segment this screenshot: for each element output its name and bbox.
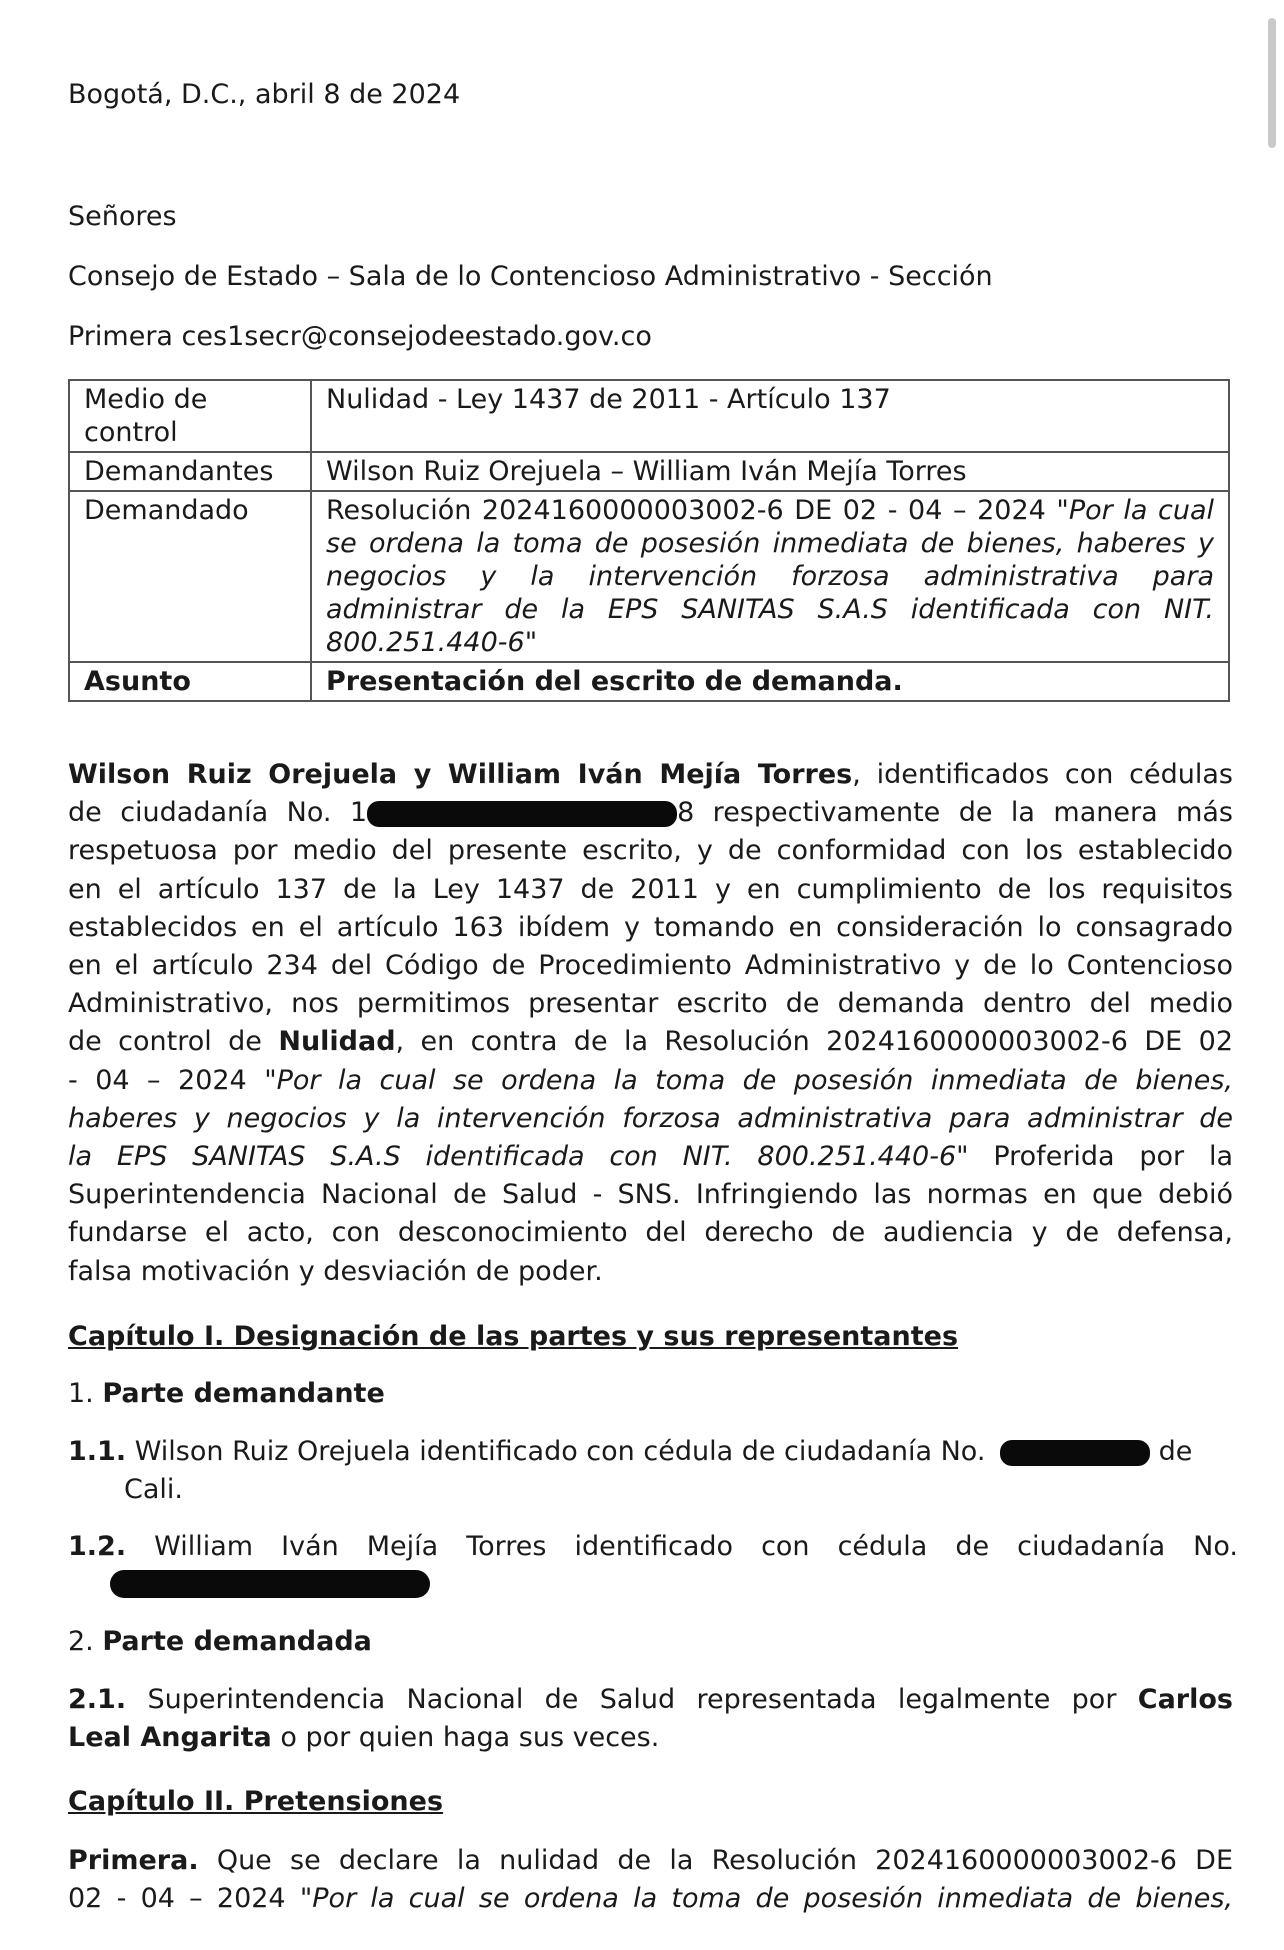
section2-heading [68,1623,372,1661]
addressee-salutation: Señores [68,201,177,232]
item-1-2-text: William Iván Mejía Torres identificado con cédula de ciudadanía No. [154,1531,1238,1562]
row-label-demandado: Demandado [69,491,311,662]
addressee-line2: Primera ces1secr@consejodeestado.gov.co [68,321,652,352]
redaction-mark [1000,1440,1150,1466]
item-2-1-number: 2.1. [68,1684,127,1715]
first-claim-cont [68,1880,1233,1918]
chapter2-title: Capítulo II. Pretensiones [68,1786,444,1817]
table-row [69,380,1229,452]
item-2-1-text-b: o por quien haga sus veces. [271,1722,660,1753]
intro-line: haberes y negocios y la intervención forzosa administrativa para administrar de [68,1102,1233,1134]
intro-text: 8 respectivamente de la manera más [677,797,1233,829]
demandado-plain: Resolución 2024160000003002-6 DE 02 - 04 – 2024 [326,495,1057,526]
date-line: Bogotá, D.C., abril 8 de 2024 [68,79,461,110]
intro-line: Administrativo, nos permitimos presentar escrito de demanda dentro del medio [68,988,1233,1020]
intro-bold: Nulidad [278,1026,396,1058]
item-1-1 [68,1433,1238,1471]
chapter1-title: Capítulo I. Designación de las partes y sus representantes [68,1321,959,1352]
item-1-2-number: 1.2. [68,1531,127,1562]
intro-line: fundarse el acto, con desconocimiento del derecho de audiencia y de defensa, [68,1217,1233,1249]
intro-text: , identificados con cédulas [852,759,1234,790]
intro-line [68,1138,1233,1176]
intro-names: Wilson Ruiz Orejuela y William Iván Mejía Torres [68,759,853,790]
row-value-asunto: Presentación del escrito de demanda. [311,662,1229,701]
intro-italic: la EPS SANITAS S.A.S identificada con NIT. 800.251.440-6" [68,1141,969,1173]
intro-line: en el artículo 137 de la Ley 1437 de 2011 y en cumplimiento de los requisitos [68,873,1233,905]
intro-italic: "Por la cual se ordena la toma de posesión inmediata de bienes, [264,1064,1233,1096]
section2-title: Parte demandada [102,1626,372,1657]
table-row [69,491,1229,662]
intro-line: en el artículo 234 del Código de Procedimiento Administrativo y de lo Contencioso [68,950,1233,982]
item-1-1-cont: Cali. [124,1474,183,1505]
case-info-table [68,379,1230,702]
first-claim-label: Primera. [68,1845,199,1876]
section1-number: 1. [68,1378,94,1409]
first-claim-italic: "Por la cual se ordena la toma de posesión inmediata de bienes, [299,1883,1233,1914]
row-value-demandantes: Wilson Ruiz Orejuela – William Iván Mejía Torres [311,452,1229,491]
intro-line [68,756,1233,794]
intro-line [68,1062,1233,1100]
intro-line: establecidos en el artículo 163 ibídem y tomando en consideración lo consagrado [68,911,1233,943]
row-value-demandado [311,491,1229,662]
addressee-line1: Consejo de Estado – Sala de lo Contencioso Administrativo - Sección [68,261,993,292]
item-1-1-text: Wilson Ruiz Orejuela identificado con cédula de ciudadanía No. [134,1436,986,1467]
item-2-1 [68,1681,1233,1719]
item-1-2 [68,1528,1238,1566]
demandado-italic: "Por la cual se ordena la toma de posesión inmediata de bienes, haberes y negocios y la intervención forzosa administrativa para administrar de la EPS SANITAS S.A.S identificada con NIT. 800.251.440-6" [326,495,1214,658]
item-2-1-bold: Carlos [1137,1684,1233,1715]
intro-line [68,1023,1233,1061]
scrollbar[interactable] [1268,18,1276,148]
first-claim [68,1842,1233,1880]
intro-text: , en contra de la Resolución 2024160000003002-6 DE 02 [395,1026,1233,1058]
item-2-1-cont [68,1719,659,1757]
row-label-asunto: Asunto [69,662,311,701]
item-1-1-text-b: de [1158,1436,1193,1467]
section1-title: Parte demandante [102,1378,385,1409]
intro-text: Proferida por la [968,1141,1233,1173]
row-label-demandantes: Demandantes [69,452,311,491]
item-2-1-bold-b: Leal Angarita [68,1722,272,1753]
first-claim-text: Que se declare la nulidad de la Resolución 2024160000003002-6 DE [198,1845,1233,1876]
item-2-1-text: Superintendencia Nacional de Salud representada legalmente por [147,1684,1138,1715]
section1-heading [68,1375,385,1413]
intro-text: de ciudadanía No. 1 [68,797,368,829]
table-row [69,662,1229,701]
redaction-mark [367,801,677,827]
intro-line [68,794,1233,832]
intro-line: falsa motivación y desviación de poder. [68,1255,603,1287]
intro-text: de control de [68,1026,279,1058]
row-value-medio: Nulidad - Ley 1437 de 2011 - Artículo 137 [311,380,1229,452]
section2-number: 2. [68,1626,94,1657]
intro-line: Superintendencia Nacional de Salud - SNS. Infringiendo las normas en que debió [68,1179,1233,1211]
intro-line: respetuosa por medio del presente escrito, y de conformidad con los establecido [68,835,1233,867]
item-1-1-number: 1.1. [68,1436,127,1467]
first-claim-text-b: 02 - 04 – 2024 [68,1883,300,1914]
table-row [69,452,1229,491]
row-label-medio: Medio de control [69,380,311,452]
intro-text: - 04 – 2024 [68,1064,265,1096]
intro-paragraph [68,756,1233,1291]
redaction-mark [110,1570,430,1598]
